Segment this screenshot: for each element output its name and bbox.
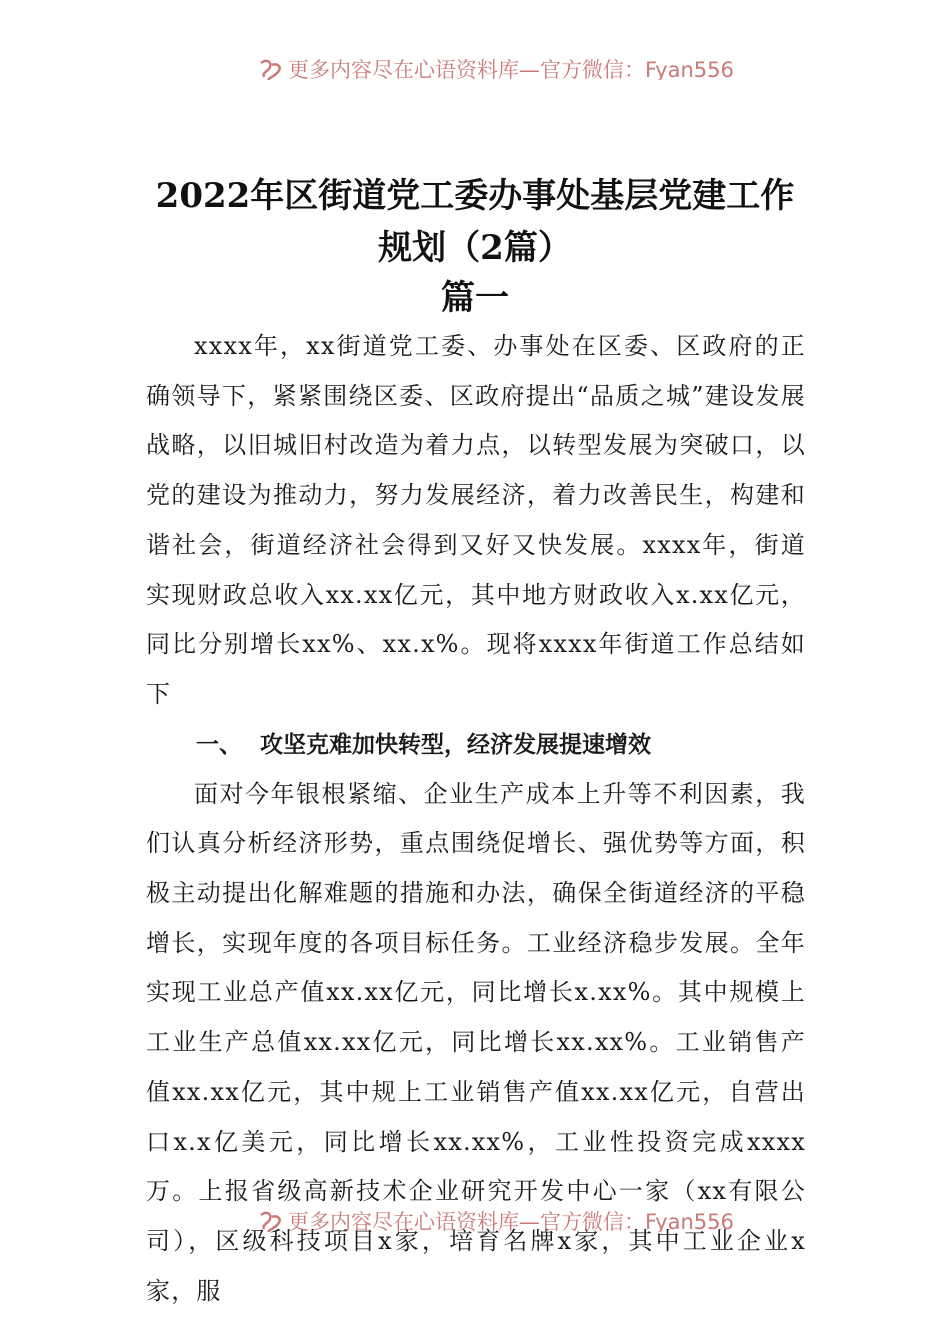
heading-1 <box>146 720 806 770</box>
watermark-bottom <box>0 1206 950 1232</box>
heading-number: 一、 <box>196 731 242 758</box>
document-title-line2: 规划（2篇） <box>378 228 572 268</box>
body-paragraph: xxxx年，xx街道党工委、办事处在区委、区政府的正确领导下，紧紧围绕区委、区政府提出“品质之城”建设发展战略，以旧城旧村改造为着力点，以转型发展为突破口，以党的建设为推动力，努力发展经济，着力改善民生，构建和谐社会，街道经济社会得到又好又快发展。xxxx年，街道实现财政总收入xx.xx亿元，其中地方财政收入x.xx亿元，同比分别增长xx%、xx.x%。现将xxxx年街道工作总结如下 <box>146 332 806 708</box>
logo-icon <box>258 59 284 80</box>
watermark-top <box>0 54 950 80</box>
heading-text: 攻坚克难加快转型，经济发展提速增效 <box>260 731 651 758</box>
document-body <box>146 322 806 1316</box>
document-title-line1: 2022年区街道党工委办事处基层党建工作 <box>155 176 795 216</box>
section-title: 篇一 <box>441 278 509 318</box>
body-paragraph: 面对今年银根紧缩、企业生产成本上升等不利因素，我们认真分析经济形势，重点围绕促增长、强优势等方面，积极主动提出化解难题的措施和办法，确保全街道经济的平稳增长，实现年度的各项目标任务。工业经济稳步发展。全年实现工业总产值xx.xx亿元，同比增长x.xx%。其中规模上工业生产总值xx.xx亿元，同比增长xx.xx%。工业销售产值xx.xx亿元，其中规上工业销售产值xx.xx亿元，自营出口x.x亿美元，同比增长xx.xx%，工业性投资完成xxxx万。上报省级高新技术企业研究开发中心一家（xx有限公司），区级科技项目x家，培育名牌x家，其中工业企业x家，服 <box>146 779 806 1305</box>
watermark-text: 更多内容尽在心语资料库—官方微信：Fyan556 <box>288 58 734 80</box>
watermark-text: 更多内容尽在心语资料库—官方微信：Fyan556 <box>288 1210 734 1232</box>
logo-icon <box>258 1211 284 1232</box>
